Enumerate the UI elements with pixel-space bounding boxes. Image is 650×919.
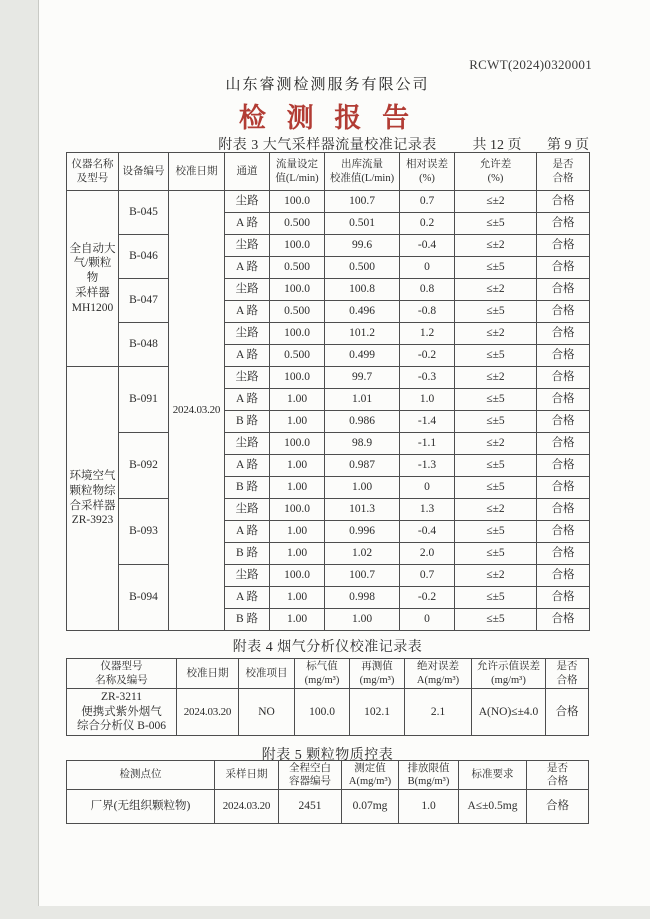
instrument-name-cell: 全自动大 气/颗粒物 采样器 MH1200 <box>67 191 119 367</box>
out-flow-cell: 98.9 <box>325 433 400 455</box>
qualified-cell: 合格 <box>537 565 590 587</box>
channel-cell: A 路 <box>225 345 270 367</box>
allow-diff-cell: ≤±2 <box>455 565 537 587</box>
header-limit: 排放限值 B(mg/m³) <box>399 761 459 790</box>
set-flow-cell: 0.500 <box>270 257 325 279</box>
out-flow-cell: 100.8 <box>325 279 400 301</box>
set-flow-cell: 1.00 <box>270 543 325 565</box>
retest-value-cell: 102.1 <box>350 689 405 736</box>
header-allow-diff: 允许差 (%) <box>455 153 537 191</box>
standard-cell: A≤±0.5mg <box>459 790 527 824</box>
header-cal-date: 校准日期 <box>169 153 225 191</box>
table3-caption: 附表 3 大气采样器流量校准记录表 <box>218 138 437 153</box>
out-flow-cell: 100.7 <box>325 191 400 213</box>
qualified-cell: 合格 <box>537 587 590 609</box>
rel-error-cell: -0.2 <box>400 345 455 367</box>
table-row <box>67 499 590 521</box>
out-flow-cell: 0.499 <box>325 345 400 367</box>
current-page: 第 9 页 <box>547 138 589 153</box>
out-flow-cell: 0.500 <box>325 257 400 279</box>
rel-error-cell: -0.2 <box>400 587 455 609</box>
allow-diff-cell: ≤±5 <box>455 587 537 609</box>
channel-cell: 尘路 <box>225 565 270 587</box>
channel-cell: B 路 <box>225 543 270 565</box>
blank-no-cell: 2451 <box>279 790 342 824</box>
device-no-cell: B-093 <box>119 499 169 565</box>
header-abs-error: 绝对误差 A(mg/m³) <box>405 659 472 689</box>
company-name: 山东睿测检测服务有限公司 <box>225 77 430 93</box>
channel-cell: 尘路 <box>225 323 270 345</box>
channel-cell: B 路 <box>225 411 270 433</box>
set-flow-cell: 100.0 <box>270 367 325 389</box>
header-blank-no: 全程空白 容器编号 <box>279 761 342 790</box>
header-cal-item: 校准项目 <box>239 659 295 689</box>
header-std-value: 标气值 (mg/m³) <box>295 659 350 689</box>
out-flow-cell: 0.996 <box>325 521 400 543</box>
channel-cell: 尘路 <box>225 191 270 213</box>
qualified-cell: 合格 <box>537 367 590 389</box>
instrument-name-cell: 环境空气 颗粒物综 合采样器 ZR-3923 <box>67 367 119 631</box>
allow-diff-cell: ≤±5 <box>455 455 537 477</box>
header-qualified: 是否 合格 <box>546 659 589 689</box>
set-flow-cell: 100.0 <box>270 433 325 455</box>
allow-diff-cell: ≤±5 <box>455 411 537 433</box>
channel-cell: 尘路 <box>225 433 270 455</box>
header-instrument: 仪器型号 名称及编号 <box>67 659 177 689</box>
report-page <box>38 0 650 906</box>
allow-diff-cell: ≤±2 <box>455 279 537 301</box>
set-flow-cell: 100.0 <box>270 235 325 257</box>
set-flow-cell: 100.0 <box>270 499 325 521</box>
set-flow-cell: 100.0 <box>270 191 325 213</box>
header-qualified: 是否 合格 <box>527 761 589 790</box>
rel-error-cell: -0.8 <box>400 301 455 323</box>
header-allow-error: 允许示值误差 (mg/m³) <box>472 659 546 689</box>
allow-diff-cell: ≤±2 <box>455 367 537 389</box>
out-flow-cell: 0.987 <box>325 455 400 477</box>
channel-cell: 尘路 <box>225 367 270 389</box>
qualified-cell: 合格 <box>537 279 590 301</box>
out-flow-cell: 0.986 <box>325 411 400 433</box>
table-row <box>67 191 590 213</box>
rel-error-cell: -1.4 <box>400 411 455 433</box>
header-retest-value: 再测值 (mg/m³) <box>350 659 405 689</box>
device-no-cell: B-094 <box>119 565 169 631</box>
channel-cell: A 路 <box>225 455 270 477</box>
rel-error-cell: -0.4 <box>400 521 455 543</box>
device-no-cell: B-048 <box>119 323 169 367</box>
flow-calibration-table <box>66 152 590 631</box>
instrument-name-cell: ZR-3211 便携式紫外烟气 综合分析仪 B-006 <box>67 689 177 736</box>
set-flow-cell: 1.00 <box>270 521 325 543</box>
out-flow-cell: 100.7 <box>325 565 400 587</box>
allow-error-cell: A(NO)≤±4.0 <box>472 689 546 736</box>
qualified-cell: 合格 <box>537 345 590 367</box>
out-flow-cell: 99.6 <box>325 235 400 257</box>
set-flow-cell: 0.500 <box>270 301 325 323</box>
rel-error-cell: 2.0 <box>400 543 455 565</box>
document-number: RCWT(2024)0320001 <box>469 57 592 72</box>
page-content <box>66 0 592 906</box>
out-flow-cell: 0.501 <box>325 213 400 235</box>
out-flow-cell: 0.998 <box>325 587 400 609</box>
qualified-cell: 合格 <box>537 521 590 543</box>
rel-error-cell: 0 <box>400 609 455 631</box>
set-flow-cell: 100.0 <box>270 565 325 587</box>
header-set-flow: 流量设定 值(L/min) <box>270 153 325 191</box>
set-flow-cell: 100.0 <box>270 279 325 301</box>
qualified-cell: 合格 <box>537 543 590 565</box>
channel-cell: A 路 <box>225 301 270 323</box>
flue-gas-analyzer-table <box>66 658 589 736</box>
table-row <box>67 279 590 301</box>
qualified-cell: 合格 <box>537 213 590 235</box>
out-flow-cell: 99.7 <box>325 367 400 389</box>
allow-diff-cell: ≤±2 <box>455 499 537 521</box>
set-flow-cell: 1.00 <box>270 411 325 433</box>
set-flow-cell: 100.0 <box>270 323 325 345</box>
qualified-cell: 合格 <box>537 191 590 213</box>
allow-diff-cell: ≤±5 <box>455 345 537 367</box>
channel-cell: B 路 <box>225 477 270 499</box>
set-flow-cell: 1.00 <box>270 455 325 477</box>
rel-error-cell: 0.7 <box>400 565 455 587</box>
std-value-cell: 100.0 <box>295 689 350 736</box>
allow-diff-cell: ≤±5 <box>455 609 537 631</box>
channel-cell: B 路 <box>225 609 270 631</box>
device-no-cell: B-045 <box>119 191 169 235</box>
out-flow-cell: 101.3 <box>325 499 400 521</box>
out-flow-cell: 1.00 <box>325 609 400 631</box>
device-no-cell: B-046 <box>119 235 169 279</box>
sample-date-cell: 2024.03.20 <box>215 790 279 824</box>
allow-diff-cell: ≤±5 <box>455 301 537 323</box>
header-measured: 测定值 A(mg/m³) <box>342 761 399 790</box>
out-flow-cell: 1.02 <box>325 543 400 565</box>
qualified-cell: 合格 <box>537 499 590 521</box>
header-out-flow: 出库流量 校准值(L/min) <box>325 153 400 191</box>
rel-error-cell: 0.8 <box>400 279 455 301</box>
header-point: 检测点位 <box>67 761 215 790</box>
allow-diff-cell: ≤±5 <box>455 521 537 543</box>
table-row <box>67 323 590 345</box>
cal-date-cell: 2024.03.20 <box>177 689 239 736</box>
set-flow-cell: 1.00 <box>270 587 325 609</box>
rel-error-cell: 0.7 <box>400 191 455 213</box>
table5-caption: 附表 5 颗粒物质控表 <box>261 748 394 763</box>
particulate-qc-table <box>66 760 589 824</box>
limit-cell: 1.0 <box>399 790 459 824</box>
rel-error-cell: 0.2 <box>400 213 455 235</box>
table4-caption: 附表 4 烟气分析仪校准记录表 <box>232 640 423 655</box>
header-device-no: 设备编号 <box>119 153 169 191</box>
rel-error-cell: -1.3 <box>400 455 455 477</box>
channel-cell: A 路 <box>225 521 270 543</box>
abs-error-cell: 2.1 <box>405 689 472 736</box>
allow-diff-cell: ≤±2 <box>455 433 537 455</box>
rel-error-cell: -1.1 <box>400 433 455 455</box>
channel-cell: A 路 <box>225 257 270 279</box>
qualified-cell: 合格 <box>537 455 590 477</box>
measured-cell: 0.07mg <box>342 790 399 824</box>
channel-cell: 尘路 <box>225 499 270 521</box>
header-sample-date: 采样日期 <box>215 761 279 790</box>
qualified-cell: 合格 <box>537 389 590 411</box>
set-flow-cell: 0.500 <box>270 213 325 235</box>
device-no-cell: B-047 <box>119 279 169 323</box>
table-row <box>67 790 589 824</box>
cal-date-cell: 2024.03.20 <box>169 191 225 631</box>
header-instrument: 仪器名称 及型号 <box>67 153 119 191</box>
qualified-cell: 合格 <box>537 323 590 345</box>
rel-error-cell: 0 <box>400 477 455 499</box>
qualified-cell: 合格 <box>546 689 589 736</box>
table-header-row <box>67 761 589 790</box>
qualified-cell: 合格 <box>537 257 590 279</box>
table-row <box>67 367 590 389</box>
channel-cell: A 路 <box>225 213 270 235</box>
set-flow-cell: 0.500 <box>270 345 325 367</box>
allow-diff-cell: ≤±5 <box>455 543 537 565</box>
out-flow-cell: 101.2 <box>325 323 400 345</box>
allow-diff-cell: ≤±5 <box>455 257 537 279</box>
table-header-row <box>67 659 589 689</box>
set-flow-cell: 1.00 <box>270 389 325 411</box>
rel-error-cell: 1.0 <box>400 389 455 411</box>
qualified-cell: 合格 <box>537 609 590 631</box>
page-indicator <box>451 134 590 154</box>
qualified-cell: 合格 <box>527 790 589 824</box>
rel-error-cell: 1.3 <box>400 499 455 521</box>
table-row <box>67 689 589 736</box>
device-no-cell: B-092 <box>119 433 169 499</box>
table3-caption-row <box>66 134 589 152</box>
table-header-row <box>67 153 590 191</box>
allow-diff-cell: ≤±5 <box>455 477 537 499</box>
allow-diff-cell: ≤±5 <box>455 213 537 235</box>
device-no-cell: B-091 <box>119 367 169 433</box>
header-standard: 标准要求 <box>459 761 527 790</box>
allow-diff-cell: ≤±2 <box>455 323 537 345</box>
table-row <box>67 565 590 587</box>
channel-cell: A 路 <box>225 587 270 609</box>
set-flow-cell: 1.00 <box>270 477 325 499</box>
rel-error-cell: 1.2 <box>400 323 455 345</box>
rel-error-cell: 0 <box>400 257 455 279</box>
header-rel-error: 相对误差 (%) <box>400 153 455 191</box>
header-qualified: 是否 合格 <box>537 153 590 191</box>
qualified-cell: 合格 <box>537 301 590 323</box>
allow-diff-cell: ≤±2 <box>455 191 537 213</box>
out-flow-cell: 1.00 <box>325 477 400 499</box>
channel-cell: 尘路 <box>225 235 270 257</box>
channel-cell: A 路 <box>225 389 270 411</box>
rel-error-cell: -0.4 <box>400 235 455 257</box>
header-cal-date: 校准日期 <box>177 659 239 689</box>
point-cell: 厂界(无组织颗粒物) <box>67 790 215 824</box>
cal-item-cell: NO <box>239 689 295 736</box>
set-flow-cell: 1.00 <box>270 609 325 631</box>
allow-diff-cell: ≤±2 <box>455 235 537 257</box>
qualified-cell: 合格 <box>537 433 590 455</box>
qualified-cell: 合格 <box>537 477 590 499</box>
out-flow-cell: 0.496 <box>325 301 400 323</box>
rel-error-cell: -0.3 <box>400 367 455 389</box>
out-flow-cell: 1.01 <box>325 389 400 411</box>
total-pages: 共 12 页 <box>472 138 522 153</box>
qualified-cell: 合格 <box>537 411 590 433</box>
qualified-cell: 合格 <box>537 235 590 257</box>
channel-cell: 尘路 <box>225 279 270 301</box>
allow-diff-cell: ≤±5 <box>455 389 537 411</box>
report-title: 检 测 报 告 <box>238 103 417 133</box>
header-channel: 通道 <box>225 153 270 191</box>
table-row <box>67 433 590 455</box>
table-row <box>67 235 590 257</box>
